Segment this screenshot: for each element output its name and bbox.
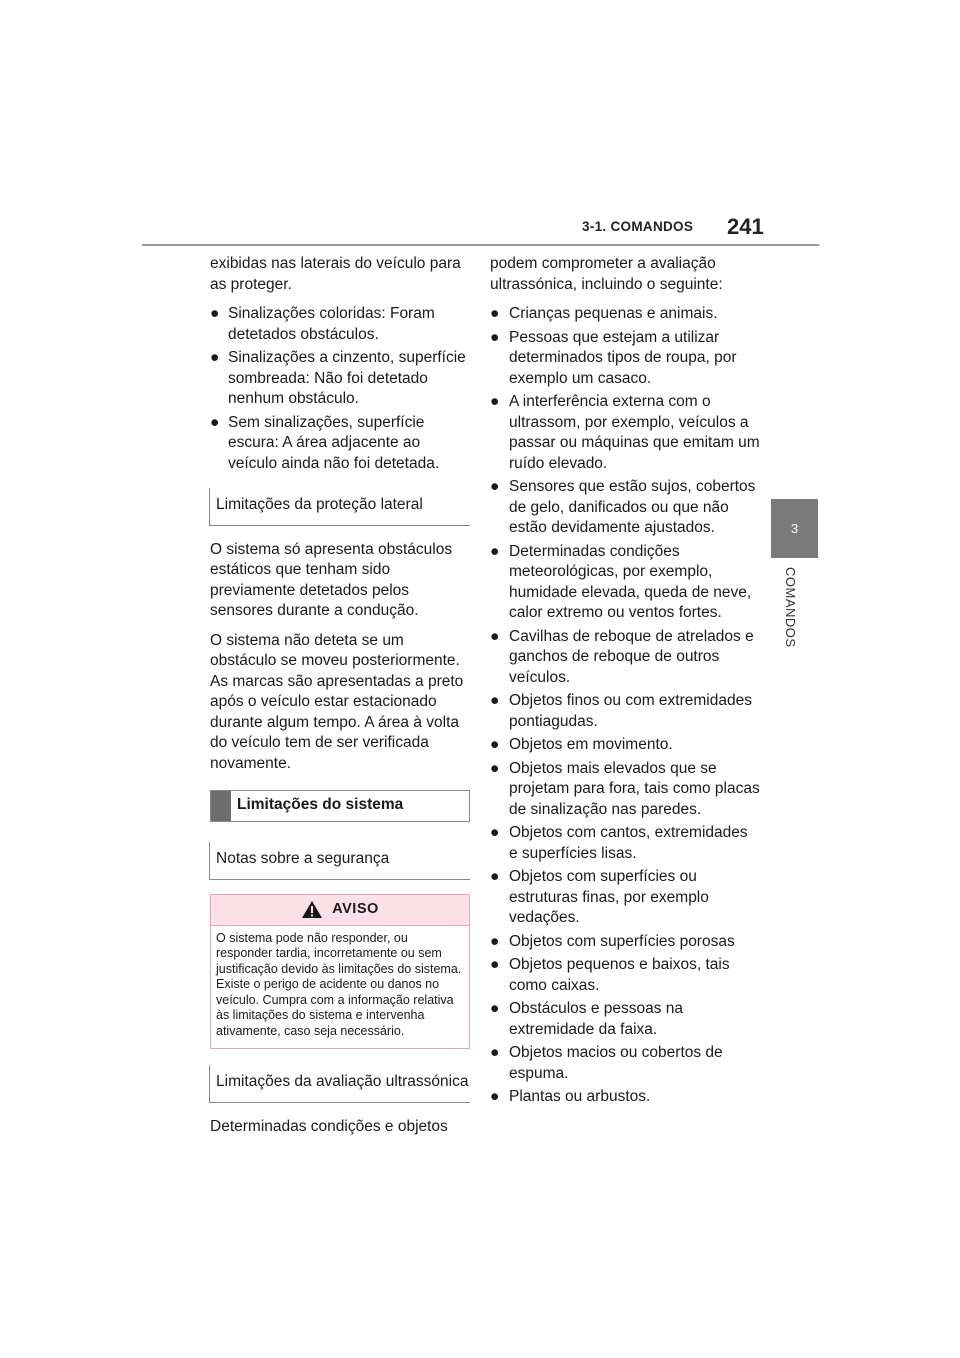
warning-title: AVISO — [332, 901, 379, 918]
section-title: 3-1. COMANDOS — [582, 219, 694, 234]
paragraph: O sistema só apresenta obstáculos estáticos que tenham sido previamente detetados pelos sensores durante a condução. — [210, 540, 453, 619]
bullet-icon: ● — [490, 328, 500, 346]
conditions-list — [490, 304, 760, 1108]
bullet-icon: ● — [490, 1000, 500, 1017]
heading-marker — [211, 791, 231, 821]
chapter-label: COMANDOS — [783, 567, 798, 648]
heading-system-limits — [210, 790, 470, 822]
bullet-icon: ● — [490, 759, 500, 777]
bullet-icon: ● — [490, 956, 500, 973]
warning-box — [210, 894, 470, 1050]
bullet-icon: ● — [490, 868, 500, 885]
bullet-icon: ● — [210, 413, 220, 431]
right-column — [490, 254, 760, 1111]
intro-paragraph: podem comprometer a avaliação ultrassónica, incluindo o seguinte: — [490, 255, 723, 293]
bullet-icon: ● — [490, 1044, 500, 1061]
bullet-icon: ● — [490, 393, 500, 410]
list-item: ● Sinalizações coloridas: Foram detetados obstáculos. — [210, 305, 435, 343]
heading-text: Limitações do sistema — [237, 796, 404, 813]
bullet-icon: ● — [210, 305, 220, 322]
list-item: ● Objetos em movimento. — [490, 735, 760, 756]
bullet-icon: ● — [490, 478, 500, 495]
signal-list — [210, 304, 470, 474]
list-item: ● Determinadas condições meteorológicas, por exemplo, humidade elevada, queda de neve, calor extremo ou ventos fortes. — [490, 542, 752, 621]
list-item: ● Objetos com superfícies porosas — [490, 932, 760, 953]
list-item: ● Crianças pequenas e animais. — [490, 304, 760, 325]
chapter-number: 3 — [790, 521, 799, 536]
bullet-icon: ● — [490, 1088, 500, 1105]
paragraph: Determinadas condições e objetos — [210, 1117, 448, 1135]
header-divider — [142, 244, 819, 246]
warning-triangle-icon — [301, 900, 323, 919]
bullet-icon: ● — [490, 736, 500, 753]
list-item: ● Sem sinalizações, superfície escura: A área adjacente ao veículo ainda não foi detetada. — [210, 413, 440, 472]
left-column — [210, 254, 470, 1146]
warning-text: O sistema pode não responder, ou responder tardia, incorretamente ou sem justificação devido às limitações do sistema. Existe o perigo de acidente ou danos no veículo. Cumpra com a informação relativa às limitações do sistema e intervenha ativamente, caso seja necessário. — [216, 930, 462, 1038]
warning-header — [211, 895, 469, 926]
chapter-tab — [771, 499, 818, 558]
list-item: ● Pessoas que estejam a utilizar determinados tipos de roupa, por exemplo um casaco. — [490, 328, 737, 387]
list-item: ● Objetos finos ou com extremidades pontiagudas. — [490, 692, 752, 730]
list-item: ● Objetos mais elevados que se projetam para fora, tais como placas de sinalização nas paredes. — [490, 759, 760, 818]
bullet-icon: ● — [490, 305, 500, 322]
bullet-icon: ● — [490, 824, 500, 841]
paragraph: O sistema não deteta se um obstáculo se moveu posteriormente. As marcas são apresentadas a preto após o veículo estar estacionado durante algum tempo. A área à volta do veículo tem de ser verificada novamente. — [210, 631, 464, 772]
list-item: ● Objetos pequenos e baixos, tais como caixas. — [490, 956, 730, 994]
intro-paragraph: exibidas nas laterais do veículo para as proteger. — [210, 255, 461, 293]
list-item: ● Objetos com cantos, extremidades e superfícies lisas. — [490, 824, 748, 862]
page-number: 241 — [727, 214, 764, 239]
list-item: ● Obstáculos e pessoas na extremidade da faixa. — [490, 1000, 684, 1038]
heading-lateral-protection: Limitações da proteção lateral — [209, 488, 470, 526]
bullet-icon: ● — [210, 349, 220, 366]
bullet-icon: ● — [490, 932, 500, 950]
list-item: ● Sinalizações a cinzento, superfície sombreada: Não foi detetado nenhum obstáculo. — [210, 349, 466, 407]
bullet-icon: ● — [490, 627, 500, 645]
list-item: ● Plantas ou arbustos. — [490, 1087, 760, 1108]
list-item: ● Sensores que estão sujos, cobertos de gelo, danificados ou que não estão devidamente ajustados. — [490, 478, 756, 536]
bullet-icon: ● — [490, 542, 500, 560]
bullet-icon: ● — [490, 692, 500, 709]
list-item: ● Objetos com superfícies ou estruturas finas, por exemplo vedações. — [490, 868, 709, 926]
heading-ultrasonic-limits: Limitações da avaliação ultrassónica — [209, 1065, 470, 1103]
heading-safety-notes: Notas sobre a segurança — [209, 842, 470, 880]
list-item: ● Objetos macios ou cobertos de espuma. — [490, 1044, 723, 1082]
list-item: ● Cavilhas de reboque de atrelados e ganchos de reboque de outros veículos. — [490, 627, 754, 686]
list-item: ● A interferência externa com o ultrassom, por exemplo, veículos a passar ou máquinas que emitam um ruído elevado. — [490, 393, 760, 472]
